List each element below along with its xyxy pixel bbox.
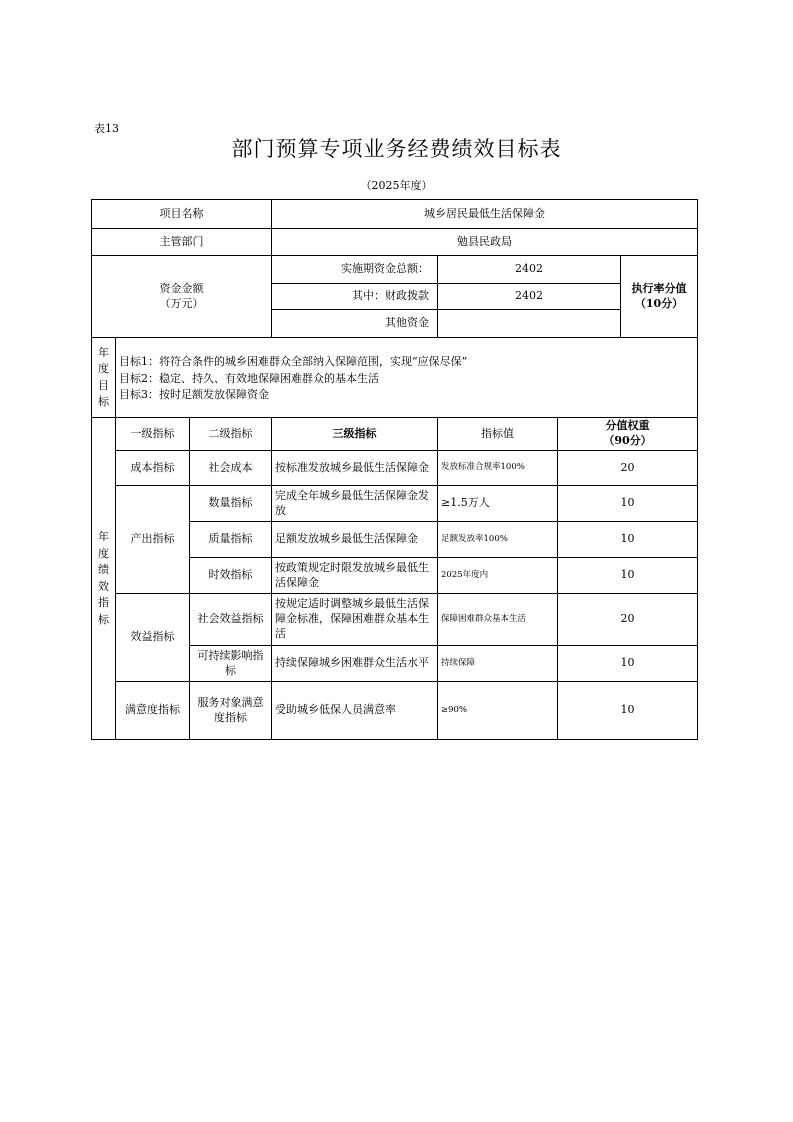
row-level2: 时效指标 — [190, 558, 272, 594]
row-value: 保障困难群众基本生活 — [438, 594, 558, 646]
funds-other-value — [438, 310, 621, 338]
indicators-section-label-text: 年度绩效指标 — [98, 530, 109, 626]
page-title: 部门预算专项业务经费绩效目标表 — [231, 137, 562, 161]
indicator-header-row — [92, 418, 698, 451]
row-level2: 服务对象满意度指标 — [190, 682, 272, 740]
funds-fiscal-label: 其中：财政拨款 — [272, 284, 438, 310]
project-name-row — [92, 200, 698, 229]
annual-goals-label-text: 年度目标 — [98, 345, 109, 408]
funds-total-value: 2402 — [438, 256, 621, 284]
table-number: 表13 — [94, 122, 119, 135]
performance-target-table — [91, 199, 698, 740]
row-level3: 按政策规定时限发放城乡最低生活保障金 — [272, 558, 438, 594]
row-level3: 受助城乡低保人员满意率 — [272, 682, 438, 740]
row-weight: 10 — [558, 486, 698, 522]
goal-3: 目标3：按时足额发放保障资金 — [119, 388, 269, 401]
row-level3: 完成全年城乡最低生活保障金发放 — [272, 486, 438, 522]
annual-goals-content — [116, 338, 698, 418]
header-level3: 三级指标 — [272, 418, 438, 451]
header-weight — [558, 418, 698, 451]
project-name-label: 项目名称 — [92, 200, 272, 229]
fiscal-year: （2025年度） — [360, 179, 433, 192]
group-benefit: 效益指标 — [116, 594, 190, 682]
department-label: 主管部门 — [92, 229, 272, 256]
row-level2: 质量指标 — [190, 522, 272, 558]
row-weight: 10 — [558, 646, 698, 682]
table-row — [92, 594, 698, 646]
row-level2: 社会成本 — [190, 451, 272, 486]
project-name-value: 城乡居民最低生活保障金 — [272, 200, 698, 229]
row-level3: 足额发放城乡最低生活保障金 — [272, 522, 438, 558]
row-value: ≥90% — [438, 682, 558, 740]
indicators-section-label — [92, 418, 116, 740]
row-weight: 10 — [558, 682, 698, 740]
row-value: ≥1.5万人 — [438, 486, 558, 522]
execution-rate-line1: 执行率分值 — [631, 281, 687, 295]
department-row — [92, 229, 698, 256]
row-level2: 数量指标 — [190, 486, 272, 522]
group-output: 产出指标 — [116, 486, 190, 594]
table-row — [92, 451, 698, 486]
goal-1: 目标1：将符合条件的城乡困难群众全部纳入保障范围，实现“应保尽保” — [119, 355, 468, 368]
goal-2: 目标2：稳定、持久、有效地保障困难群众的基本生活 — [119, 371, 379, 385]
group-satisfaction: 满意度指标 — [116, 682, 190, 740]
group-cost: 成本指标 — [116, 451, 190, 486]
funds-label-line1: 资金金额 — [159, 281, 204, 295]
funds-total-row — [92, 256, 698, 284]
row-value: 2025年度内 — [438, 558, 558, 594]
department-value: 勉县民政局 — [272, 229, 698, 256]
row-level2: 社会效益指标 — [190, 594, 272, 646]
row-level3: 持续保障城乡困难群众生活水平 — [272, 646, 438, 682]
funds-fiscal-value: 2402 — [438, 284, 621, 310]
funds-other-label: 其他资金 — [272, 310, 438, 338]
execution-rate-score — [621, 256, 698, 338]
row-level2: 可持续影响指标 — [190, 646, 272, 682]
annual-goals-row — [92, 338, 698, 418]
row-value: 发放标准合规率100% — [438, 451, 558, 486]
table-row — [92, 682, 698, 740]
header-level2: 二级指标 — [190, 418, 272, 451]
header-value: 指标值 — [438, 418, 558, 451]
execution-rate-line2: （10分） — [634, 296, 684, 310]
funds-total-label: 实施期资金总额： — [272, 256, 438, 284]
funds-label — [92, 256, 272, 338]
row-value: 足额发放率100% — [438, 522, 558, 558]
row-weight: 10 — [558, 522, 698, 558]
funds-label-line2: （万元） — [159, 296, 204, 310]
row-weight: 20 — [558, 451, 698, 486]
header-weight-line2: （90分） — [603, 434, 652, 447]
header-weight-line1: 分值权重 — [605, 419, 650, 433]
annual-goals-label — [92, 338, 116, 418]
table-row — [92, 486, 698, 522]
row-weight: 20 — [558, 594, 698, 646]
row-level3: 按标准发放城乡最低生活保障金 — [272, 451, 438, 486]
header-level1: 一级指标 — [116, 418, 190, 451]
row-value: 持续保障 — [438, 646, 558, 682]
row-weight: 10 — [558, 558, 698, 594]
row-level3: 按规定适时调整城乡最低生活保障金标准，保障困难群众基本生活 — [272, 594, 438, 646]
